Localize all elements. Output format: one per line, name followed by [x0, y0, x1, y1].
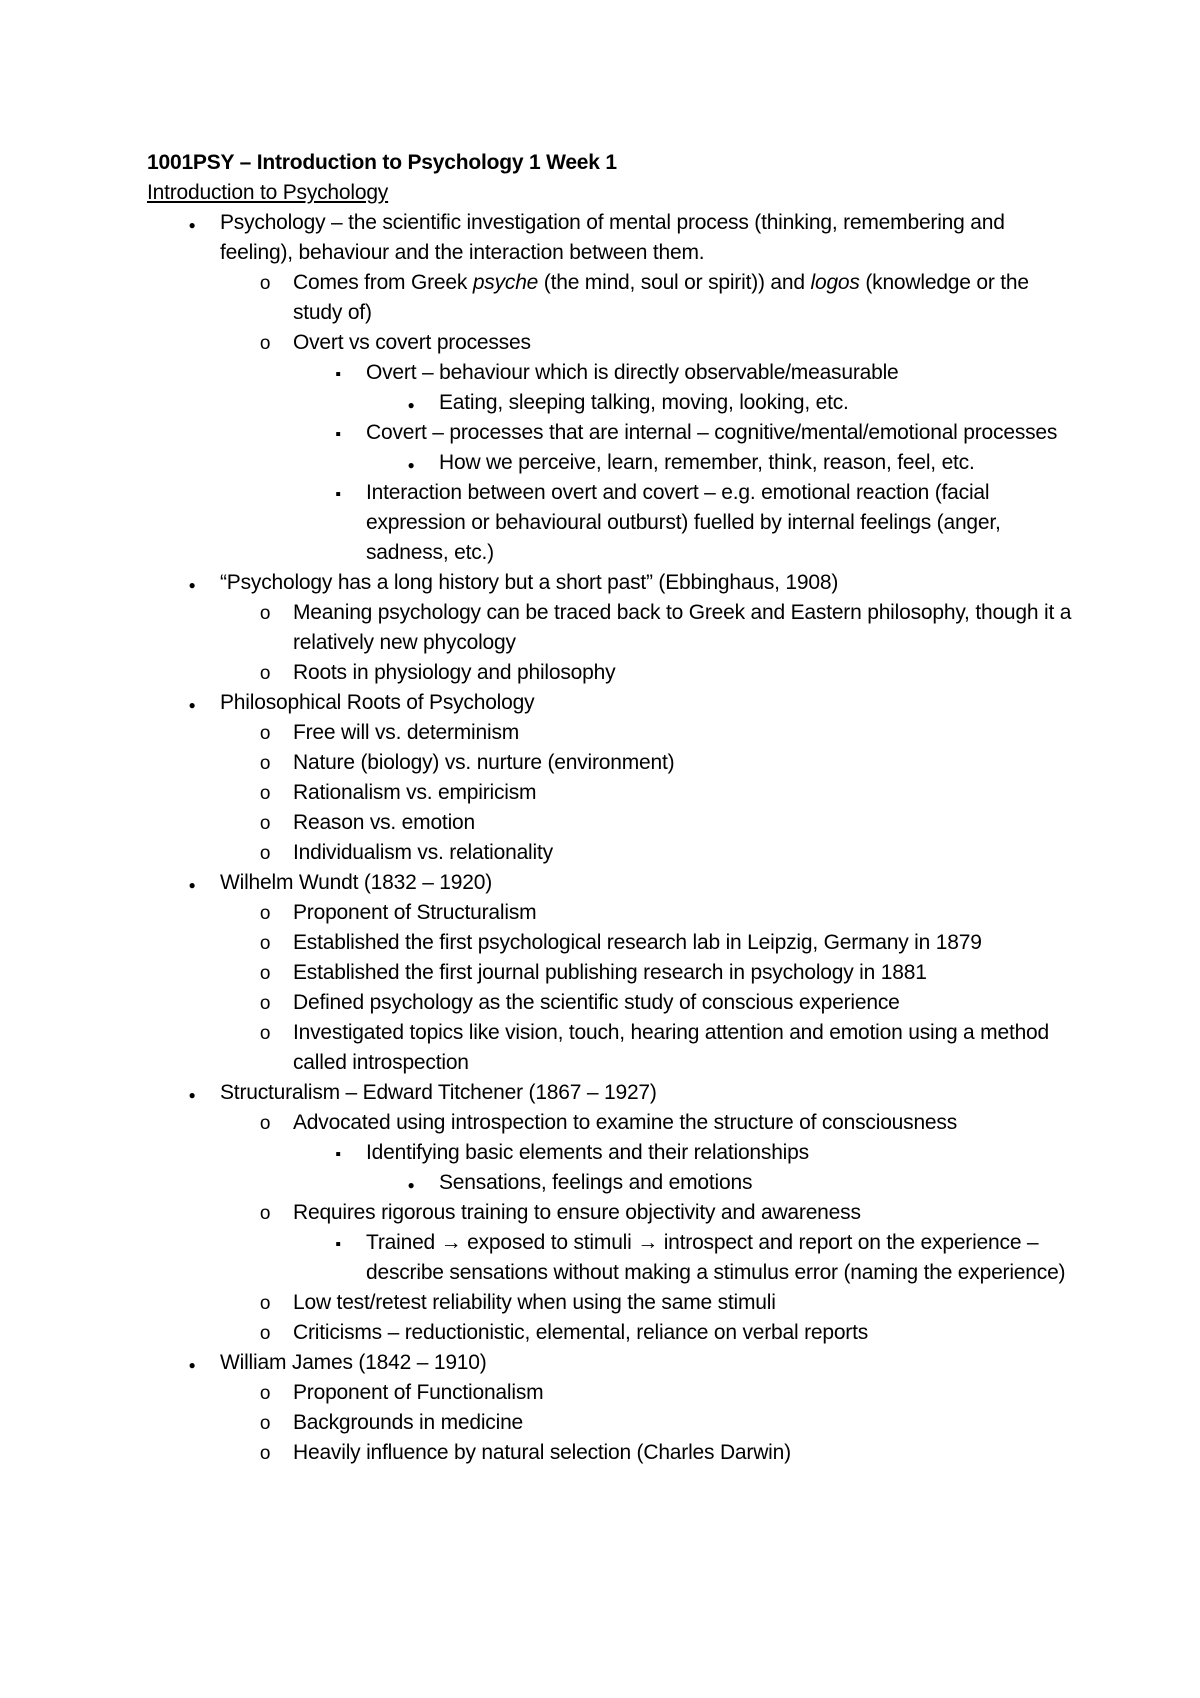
list-item	[147, 748, 1077, 778]
list-item-text: Low test/retest reliability when using the same stimuli	[293, 1291, 776, 1314]
circle-marker-icon	[255, 1108, 275, 1139]
list-item-text: Free will vs. determinism	[293, 721, 520, 744]
list-item-text: “Psychology has a long history but a short past” (Ebbinghaus, 1908)	[220, 571, 839, 594]
square-marker-icon	[328, 1228, 348, 1260]
circle-marker-icon	[255, 1408, 275, 1439]
list-item	[147, 358, 1077, 388]
list-item	[147, 898, 1077, 928]
list-item-text: Interaction between overt and covert – e.g. emotional reaction (facial expression or behavioural outburst) fuelled by internal feelings (anger, sadness, etc.)	[366, 481, 1001, 564]
list-item	[147, 1138, 1077, 1168]
list-item	[147, 778, 1077, 808]
list-item-text: Established the first psychological research lab in Leipzig, Germany in 1879	[293, 931, 982, 954]
list-item	[147, 478, 1077, 568]
list-item-text: Psychology – the scientific investigation of mental process (thinking, remembering and feeling), behaviour and the interaction between them.	[220, 211, 1005, 264]
circle-marker-icon	[255, 1198, 275, 1229]
circle-marker-icon	[255, 1318, 275, 1349]
document-body	[147, 148, 1077, 1468]
list-item-text: William James (1842 – 1910)	[220, 1351, 487, 1374]
list-item-text: Proponent of Structuralism	[293, 901, 537, 924]
list-item	[147, 328, 1077, 358]
circle-marker-icon	[255, 598, 275, 629]
circle-marker-icon	[255, 928, 275, 959]
circle-marker-icon	[255, 1018, 275, 1049]
list-item-text: Defined psychology as the scientific study of conscious experience	[293, 991, 900, 1014]
list-item-text: Rationalism vs. empiricism	[293, 781, 537, 804]
bullet-marker-icon	[401, 1168, 421, 1200]
list-item-text: Sensations, feelings and emotions	[439, 1171, 753, 1194]
bullet-marker-icon	[182, 208, 202, 240]
circle-marker-icon	[255, 658, 275, 689]
circle-marker-icon	[255, 748, 275, 779]
circle-marker-icon	[255, 958, 275, 989]
list-item	[147, 1228, 1077, 1288]
list-item	[147, 1318, 1077, 1348]
bullet-marker-icon	[182, 868, 202, 900]
bullet-marker-icon	[401, 388, 421, 420]
list-item-text: Nature (biology) vs. nurture (environment)	[293, 751, 675, 774]
circle-marker-icon	[255, 328, 275, 359]
list-item-text: Wilhelm Wundt (1832 – 1920)	[220, 871, 493, 894]
list-item	[147, 1108, 1077, 1138]
list-item	[147, 1198, 1077, 1228]
section-heading: Introduction to Psychology	[147, 181, 389, 204]
square-marker-icon	[328, 478, 348, 510]
list-item-text: How we perceive, learn, remember, think, reason, feel, etc.	[439, 451, 975, 474]
list-item-text: Reason vs. emotion	[293, 811, 475, 834]
list-item	[147, 718, 1077, 748]
circle-marker-icon	[255, 718, 275, 749]
list-item-text: Roots in physiology and philosophy	[293, 661, 616, 684]
bullet-marker-icon	[401, 448, 421, 480]
list-item	[147, 1438, 1077, 1468]
list-item	[147, 1018, 1077, 1078]
circle-marker-icon	[255, 1378, 275, 1409]
list-item-text: Identifying basic elements and their relationships	[366, 1141, 809, 1164]
list-item-text: Heavily influence by natural selection (Charles Darwin)	[293, 1441, 791, 1464]
document-title: 1001PSY – Introduction to Psychology 1 Week 1	[147, 151, 617, 174]
circle-marker-icon	[255, 778, 275, 809]
list-item	[147, 208, 1077, 268]
list-item	[147, 838, 1077, 868]
list-item	[147, 1288, 1077, 1318]
right-arrow-icon: →	[440, 1231, 462, 1254]
list-item	[147, 928, 1077, 958]
list-item-text: Overt vs covert processes	[293, 331, 531, 354]
list-item-text: Criticisms – reductionistic, elemental, reliance on verbal reports	[293, 1321, 869, 1344]
circle-marker-icon	[255, 1288, 275, 1319]
circle-marker-icon	[255, 988, 275, 1019]
list-item	[147, 598, 1077, 658]
list-item-text: Requires rigorous training to ensure objectivity and awareness	[293, 1201, 861, 1224]
list-item-text: Individualism vs. relationality	[293, 841, 553, 864]
circle-marker-icon	[255, 808, 275, 839]
square-marker-icon	[328, 358, 348, 390]
bullet-outline	[147, 208, 1077, 1468]
list-item	[147, 1078, 1077, 1108]
list-item-text: Investigated topics like vision, touch, hearing attention and emotion using a method called introspection	[293, 1021, 1050, 1074]
list-item-text: Trained → exposed to stimuli → introspect and report on the experience – describe sensations without making a stimulus error (naming the experience)	[366, 1231, 1066, 1284]
list-item	[147, 688, 1077, 718]
circle-marker-icon	[255, 898, 275, 929]
list-item-text: Overt – behaviour which is directly observable/measurable	[366, 361, 899, 384]
list-item-text: Philosophical Roots of Psychology	[220, 691, 535, 714]
list-item-text: Comes from Greek psyche (the mind, soul or spirit)) and logos (knowledge or the study of)	[293, 271, 1029, 324]
list-item-text: Advocated using introspection to examine the structure of consciousness	[293, 1111, 958, 1134]
bullet-marker-icon	[182, 1348, 202, 1380]
list-item	[147, 868, 1077, 898]
list-item	[147, 448, 1077, 478]
list-item	[147, 808, 1077, 838]
list-item	[147, 1378, 1077, 1408]
list-item	[147, 1348, 1077, 1378]
list-item	[147, 418, 1077, 448]
list-item	[147, 988, 1077, 1018]
bullet-marker-icon	[182, 1078, 202, 1110]
list-item-text: Eating, sleeping talking, moving, looking, etc.	[439, 391, 849, 414]
circle-marker-icon	[255, 1438, 275, 1469]
list-item	[147, 568, 1077, 598]
list-item-text: Covert – processes that are internal – cognitive/mental/emotional processes	[366, 421, 1058, 444]
bullet-marker-icon	[182, 688, 202, 720]
list-item-text: Established the first journal publishing research in psychology in 1881	[293, 961, 927, 984]
list-item-text: Proponent of Functionalism	[293, 1381, 544, 1404]
circle-marker-icon	[255, 268, 275, 299]
list-item	[147, 658, 1077, 688]
list-item	[147, 1168, 1077, 1198]
list-item-text: Structuralism – Edward Titchener (1867 – 1927)	[220, 1081, 657, 1104]
list-item	[147, 958, 1077, 988]
list-item-text: Meaning psychology can be traced back to Greek and Eastern philosophy, though it a relatively new phycology	[293, 601, 1072, 654]
square-marker-icon	[328, 418, 348, 450]
bullet-marker-icon	[182, 568, 202, 600]
list-item-text: Backgrounds in medicine	[293, 1411, 524, 1434]
right-arrow-icon: →	[637, 1231, 659, 1254]
circle-marker-icon	[255, 838, 275, 869]
list-item	[147, 388, 1077, 418]
list-item	[147, 1408, 1077, 1438]
list-item	[147, 268, 1077, 328]
square-marker-icon	[328, 1138, 348, 1170]
